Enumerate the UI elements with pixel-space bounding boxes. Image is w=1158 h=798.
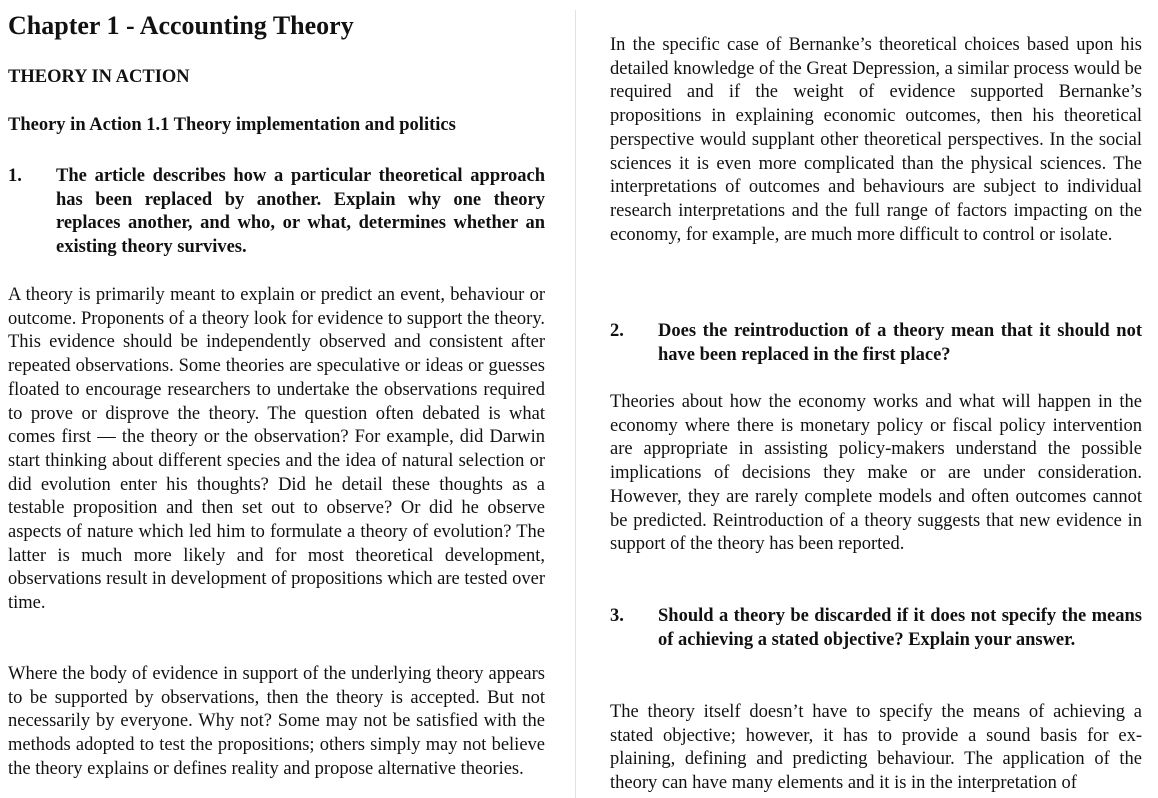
- answer-paragraph: Theories about how the economy works and what will happen in the economy where there is monetary policy or fiscal policy intervention are appropriate in assisting policy-makers understand the possible implications of decisions they make or are under consideration. However, they are rarely complete models and often outcomes cannot be predicted. Reintroduction of a theory suggests that new evidence in support of the theory has been reported.: [610, 392, 1142, 555]
- left-column: [8, 0, 545, 798]
- column-divider: [575, 10, 576, 798]
- question-2: [610, 320, 1142, 367]
- answer-paragraph: Where the body of evidence in support of the underlying theory appears to be supported by observations, then the theory is accepted. But not necessarily by everyone. Why not? Some may not be satisfied with the methods adopted to test the propositions; others simply may not believe the theory explains or defines reality and propose alternative theories.: [8, 664, 545, 779]
- subsection-heading: Theory in Action 1.1 Theory implementation and politics: [8, 115, 456, 135]
- question-text: The article describes how a particular theoretical approach has been replaced by another. Explain why one theory replaces another, and who, or what, determines whether an existing theory survives.: [56, 166, 545, 258]
- question-number: 3.: [610, 606, 624, 626]
- section-heading: THEORY IN ACTION: [8, 67, 190, 87]
- answer-paragraph: A theory is primarily meant to explain or predict an event, behaviour or outcome. Proponents of a theory look for evidence to support the theory. This evidence should be independently observed and consistent after repeated observations. Some theories are speculative or ideas or guesses floated to encourage researchers to undertake the observations required to prove or disprove the theory. The question often debated is what comes first — the theory or the observation? For example, did Darwin start thinking about different species and the idea of natural selection or did evolution enter his thoughts? Did he detail these thoughts as a testable proposition and then set out to observe? Or did he observe aspects of nature which led him to formulate a theory of evolution? The latter is much more likely and for most theoretical development, observations result in development of propositions which are tested over time.: [8, 285, 545, 614]
- question-text: Should a theory be discarded if it does not specify the means of achieving a stated objective? Explain your answer.: [658, 606, 1142, 650]
- answer-paragraph: The theory itself doesn’t have to specify the means of achieving a stated objective; however, it has to provide a sound basis for explaining, defining and predicting behaviour. The application of the theory can have many elements and it is in the interpretation of: [610, 702, 1142, 794]
- chapter-title: Chapter 1 - Accounting Theory: [8, 11, 354, 40]
- question-3: [610, 605, 1142, 652]
- question-1: [8, 165, 545, 260]
- question-number: 1.: [8, 166, 22, 186]
- right-column: [610, 0, 1142, 798]
- answer-paragraph: In the specific case of Bernanke’s theoretical choices based upon his detailed knowledge of the Great Depression, a similar process would be required and if the weight of evidence supported Bernanke’s propositions in explaining economic outcomes, then his theoretical perspective would supplant other theoretical perspectives. In the social sciences it is even more complicated than the physical sciences. The interpretations of outcomes and behaviours are subject to individual research interpretations and the full range of factors impacting on the economy, for example, are much more difficult to control or isolate.: [610, 35, 1142, 245]
- question-text: Does the reintroduction of a theory mean that it should not have been replaced in the first place?: [658, 321, 1142, 365]
- question-number: 2.: [610, 321, 624, 341]
